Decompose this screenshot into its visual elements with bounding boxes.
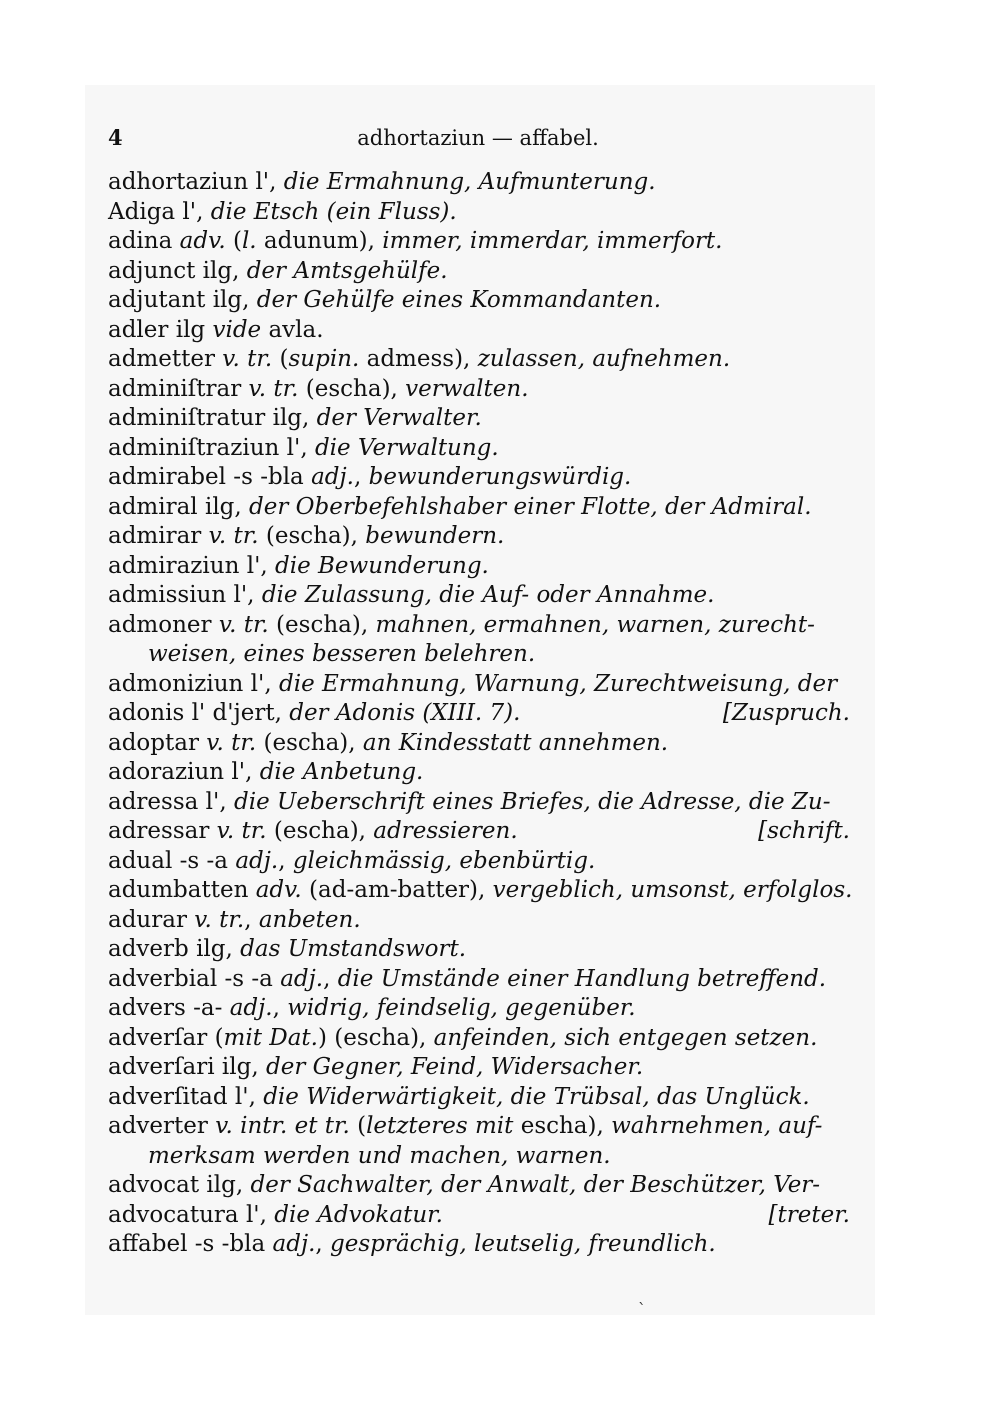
dictionary-entry — [108, 847, 850, 877]
entry-text: escha), — [513, 1113, 612, 1139]
stray-mark: ` — [638, 1300, 646, 1319]
entry-gloss: v. tr. — [216, 818, 267, 844]
entry-gloss: das Umstandswort. — [240, 936, 467, 962]
entry-headword: adverter — [108, 1113, 216, 1139]
entry-text: ( — [225, 228, 242, 254]
entry-text: (ad-am-batter), — [301, 877, 493, 903]
entry-gloss: v. tr. — [206, 729, 257, 756]
entry-gloss: anfeinden, sich entgegen setzen. — [433, 1024, 818, 1051]
entry-headword: advers -a- — [108, 995, 230, 1021]
entry-gloss: mit Dat. — [223, 1024, 318, 1051]
dictionary-entry — [108, 670, 850, 700]
entry-gloss: adj. — [272, 1231, 316, 1257]
entry-text: ) (escha), — [317, 1024, 434, 1051]
entry-text: ( — [272, 346, 289, 372]
dictionary-entry — [108, 876, 853, 906]
dictionary-entry — [108, 286, 850, 316]
entry-headword: adurar — [108, 906, 195, 933]
entry-gloss: supin. — [288, 346, 360, 372]
entry-gloss: v. intr. et tr. — [215, 1113, 350, 1139]
entry-gloss: adj. — [235, 847, 279, 874]
entry-gloss: die Etsch (ein Fluss). — [210, 198, 457, 225]
entry-gloss: der Adonis (XIII. 7). — [289, 700, 521, 726]
entry-headword: admiraziun l', — [108, 552, 276, 579]
entry-gloss: an Kindesstatt annehmen. — [362, 729, 669, 756]
entry-headword: advocatura l', — [108, 1201, 275, 1228]
entry-headword: affabel -s -bla — [108, 1231, 273, 1257]
entry-headword: adual -s -a — [108, 847, 236, 874]
dictionary-entry — [108, 316, 850, 346]
entry-gloss: die Zulassung, die Auf- oder Annahme. — [261, 582, 715, 608]
entry-headword: adminiſtraziun l', — [108, 434, 315, 461]
dictionary-entry — [108, 375, 850, 405]
entry-text: ( — [349, 1113, 367, 1139]
entry-headword: adoraziun l', — [108, 759, 260, 785]
entry-gloss: der Sachwalter, der Anwalt, der Beschützer, Ver- — [250, 1172, 821, 1198]
entry-gloss: vergeblich, umsonst, erfolglos. — [492, 877, 853, 903]
entry-gloss: merksam werden und machen, warnen. — [148, 1142, 611, 1169]
dictionary-entry — [108, 965, 850, 995]
dictionary-entry — [108, 935, 850, 965]
entry-gloss: gleichmässig, ebenbürtig. — [292, 847, 596, 874]
entry-text: avla. — [261, 316, 324, 343]
entry-text: , — [315, 1231, 331, 1257]
dictionary-entry — [108, 817, 850, 847]
running-head: adhortaziun — affabel. — [357, 126, 599, 150]
entry-gloss: zulassen, aufnehmen. — [477, 346, 731, 372]
entry-headword: adhortaziun l', — [108, 169, 284, 195]
dictionary-entry — [108, 1201, 850, 1231]
dictionary-entry — [108, 463, 850, 493]
entry-text: (escha), — [256, 729, 363, 756]
entry-gloss: adj. — [311, 464, 354, 490]
entry-gloss: die Anbetung. — [259, 759, 424, 785]
dictionary-entry — [108, 198, 850, 228]
entry-gloss: die Ermahnung, Warnung, Zurechtweisung, der — [278, 670, 838, 697]
entry-gloss: gesprächig, leutselig, freundlich. — [330, 1231, 716, 1257]
dictionary-entry — [108, 611, 850, 641]
entry-headword: adjunct ilg, — [108, 257, 247, 284]
entry-gloss: die Bewunderung. — [275, 552, 489, 579]
entry-headword: adminiſtratur ilg, — [108, 405, 317, 431]
dictionary-entry — [108, 434, 850, 464]
entry-text: admess), — [359, 346, 478, 372]
entry-headword: admissiun l', — [108, 582, 262, 608]
entry-text: , — [278, 847, 293, 874]
dictionary-entry — [108, 1171, 850, 1201]
entry-headword: admoniziun l', — [108, 670, 279, 697]
entry-gloss: die Ermahnung, Aufmunterung. — [283, 169, 656, 195]
entry-gloss: wahrnehmen, auf- — [611, 1113, 823, 1139]
entry-headword: adonis l' d'jert, — [108, 700, 290, 726]
entry-gloss: weisen, eines besseren belehren. — [148, 641, 536, 667]
entry-gloss: widrig, feindselig, gegenüber. — [287, 995, 636, 1021]
entry-text: (escha), — [298, 375, 406, 402]
entry-gloss: die Advokatur. — [274, 1201, 443, 1228]
dictionary-entry — [108, 758, 850, 788]
dictionary-entry — [108, 788, 850, 818]
entry-headword: Adiga l', — [108, 198, 211, 225]
page-header — [108, 122, 848, 154]
entry-headword: adverſari ilg, — [108, 1054, 266, 1080]
entry-headword: admetter — [108, 346, 223, 372]
entry-carryover: [Zuspruch. — [722, 700, 850, 726]
entry-headword: advocat ilg, — [108, 1172, 251, 1198]
dictionary-entry — [108, 168, 850, 198]
entry-gloss: der Amtsgehülfe. — [246, 257, 448, 284]
entry-gloss: v. tr. — [194, 906, 245, 933]
entry-text: (escha), — [258, 523, 366, 549]
entry-continuation-line — [108, 1142, 850, 1172]
entry-text: (escha), — [268, 611, 376, 638]
entry-headword: admoner — [108, 611, 219, 638]
entry-gloss: die Ueberschrift eines Briefes, die Adresse, die Zu- — [233, 788, 831, 815]
entry-gloss: der Oberbefehlshaber einer Flotte, der Admiral. — [249, 493, 812, 520]
dictionary-entry — [108, 581, 850, 611]
entry-headword: adoptar — [108, 729, 207, 756]
dictionary-entry — [108, 345, 850, 375]
entry-headword: adler ilg — [108, 316, 213, 343]
entry-gloss: adressieren. — [373, 818, 518, 844]
entry-headword: adverſar ( — [108, 1024, 224, 1051]
entry-gloss: v. tr. — [248, 375, 299, 402]
dictionary-entry — [108, 1083, 850, 1113]
entry-gloss: immer, immerdar, immerfort. — [382, 228, 723, 254]
entry-headword: adverſitad l', — [108, 1083, 264, 1110]
entry-gloss: die Widerwärtigkeit, die Trübsal, das Unglück. — [263, 1083, 810, 1110]
entry-text: adunum), — [256, 228, 383, 254]
entry-gloss: vide — [212, 316, 262, 343]
dictionary-entry — [108, 729, 850, 759]
entry-gloss: der Verwalter. — [316, 405, 482, 431]
page-number: 4 — [108, 125, 123, 150]
dictionary-entry — [108, 1024, 850, 1054]
entry-gloss: v. tr. — [208, 523, 259, 549]
entry-headword: adminiſtrar — [108, 375, 249, 402]
dictionary-entry — [108, 699, 850, 729]
entry-headword: adverbial -s -a — [108, 965, 281, 992]
entry-text: , — [353, 464, 369, 490]
entry-gloss: anbeten. — [258, 906, 361, 933]
entry-gloss: der Gegner, Feind, Widersacher. — [265, 1054, 644, 1080]
entry-gloss: l. — [241, 228, 257, 254]
entry-text: (escha), — [266, 818, 374, 844]
entry-carryover: [schrift. — [758, 818, 850, 844]
entry-gloss: v. tr. — [218, 611, 269, 638]
entry-gloss: v. tr. — [222, 346, 273, 372]
entry-headword: adumbatten — [108, 877, 256, 903]
dictionary-entry — [108, 1112, 850, 1142]
entry-text: , — [323, 965, 338, 992]
entry-carryover: [treter. — [768, 1201, 850, 1228]
entry-headword: adressa l', — [108, 788, 234, 815]
entry-gloss: die Verwaltung. — [314, 434, 499, 461]
dictionary-entry — [108, 994, 850, 1024]
dictionary-entry — [108, 1230, 850, 1260]
entry-headword: adina — [108, 228, 180, 254]
entry-gloss: bewundern. — [365, 523, 505, 549]
dictionary-entry — [108, 1053, 850, 1083]
dictionary-entry — [108, 522, 850, 552]
entry-headword: adjutant ilg, — [108, 287, 257, 313]
dictionary-entry — [108, 906, 850, 936]
entry-gloss: adv. — [179, 228, 226, 254]
dictionary-entry — [108, 404, 850, 434]
entry-gloss: verwalten. — [405, 375, 529, 402]
entry-headword: adressar — [108, 818, 217, 844]
dictionary-entry — [108, 552, 850, 582]
entry-text: , — [272, 995, 288, 1021]
entry-text: , — [244, 906, 259, 933]
entry-headword: admirabel -s -bla — [108, 464, 312, 490]
entry-headword: admirar — [108, 523, 209, 549]
entry-gloss: bewunderungswürdig. — [368, 464, 632, 490]
entry-gloss: der Gehülfe eines Kommandanten. — [256, 287, 662, 313]
dictionary-entries — [108, 168, 853, 1260]
entry-gloss: adj. — [280, 965, 324, 992]
entry-gloss: letzteres mit — [366, 1113, 514, 1139]
dictionary-entry — [108, 257, 850, 287]
entry-gloss: adv. — [255, 877, 302, 903]
entry-gloss: die Umstände einer Handlung betreffend. — [337, 965, 827, 992]
entry-headword: admiral ilg, — [108, 493, 250, 520]
entry-continuation-line — [108, 640, 850, 670]
entry-gloss: mahnen, ermahnen, warnen, zurecht- — [375, 611, 815, 638]
dictionary-entry — [108, 493, 850, 523]
dictionary-entry — [108, 227, 850, 257]
entry-gloss: adj. — [229, 995, 273, 1021]
entry-headword: adverb ilg, — [108, 936, 241, 962]
